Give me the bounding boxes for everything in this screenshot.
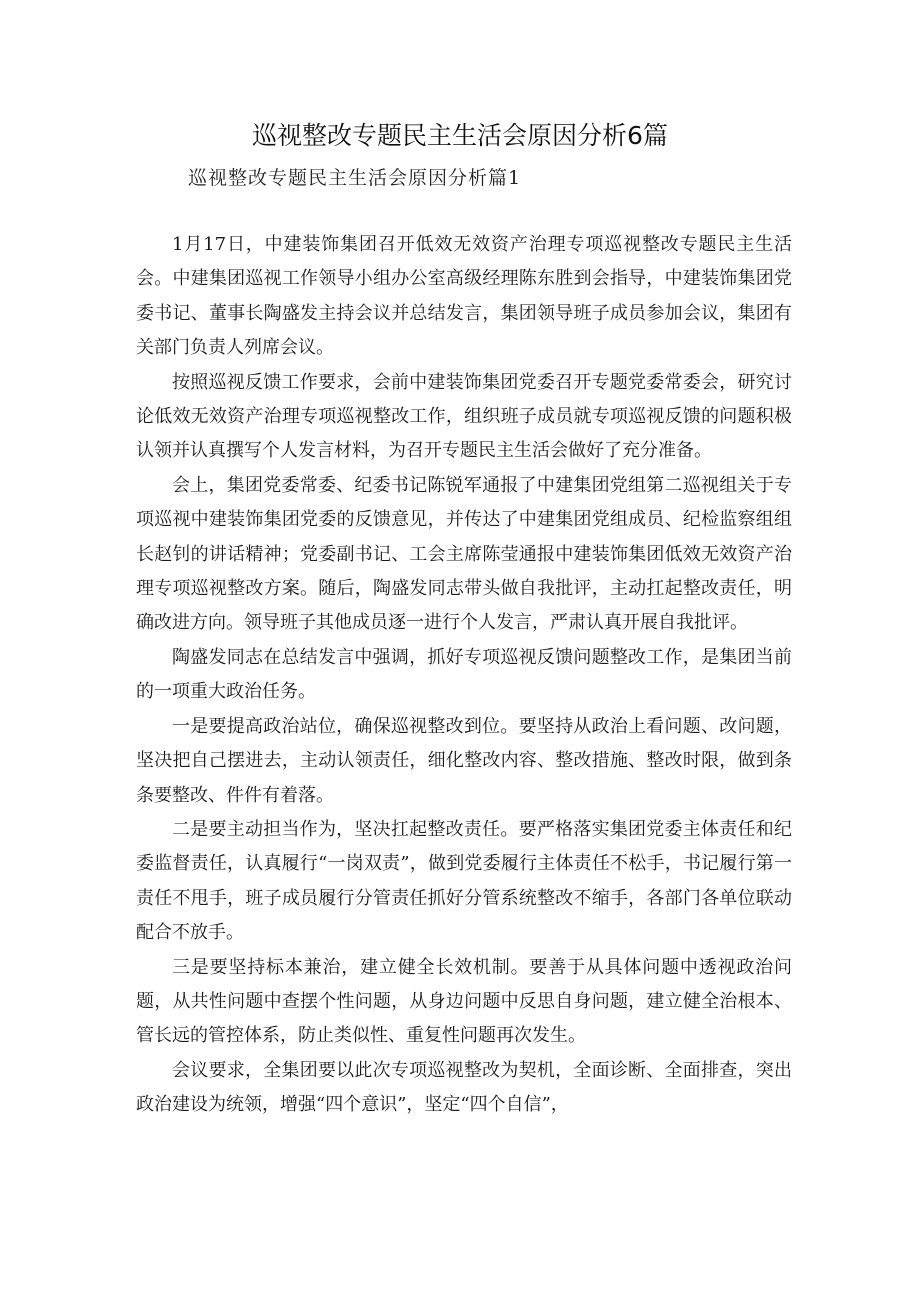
paragraph-6: 二是要主动担当作为，坚决扛起整改责任。要严格落实集团党委主体责任和纪委监督责任，认真履行“一岗双责”，做到党委履行主体责任不松手，书记履行第一责任不甩手，班子成员履行分管责任抓好分管系统整改不缩手，各部门各单位联动配合不放手。 <box>136 818 792 944</box>
paragraph-3: 会上，集团党委常委、纪委书记陈锐军通报了中建集团党组第二巡视组关于专项巡视中建装饰集团党委的反馈意见，并传达了中建集团党组成员、纪检监察组组长赵钊的讲话精神；党委副书记、工会主席陈莹通报中建装饰集团低效无效资产治理专项巡视整改方案。随后，陶盛发同志带头做自我批评，主动扛起整改责任，明确改进方向。领导班子其他成员逐一进行个人发言，严肃认真开展自我批评。 <box>136 474 792 634</box>
document-subtitle: 巡视整改专题民主生活会原因分析篇1 <box>188 167 522 189</box>
paragraph-5: 一是要提高政治站位，确保巡视整改到位。要坚持从政治上看问题、改问题，坚决把自己摆进去，主动认领责任，细化整改内容、整改措施、整改时限，做到条条要整改、件件有着落。 <box>136 715 792 806</box>
paragraph-7: 三是要坚持标本兼治，建立健全长效机制。要善于从具体问题中透视政治问题，从共性问题中查摆个性问题，从身边问题中反思自身问题，建立健全治根本、管长远的管控体系，防止类似性、重复性问题再次发生。 <box>136 956 792 1047</box>
document-title: 巡视整改专题民主生活会原因分析6篇 <box>252 121 668 150</box>
paragraph-1: 1月17日，中建装饰集团召开低效无效资产治理专项巡视整改专题民主生活会。中建集团巡视工作领导小组办公室高级经理陈东胜到会指导，中建装饰集团党委书记、董事长陶盛发主持会议并总结发言，集团领导班子成员参加会议，集团有关部门负责人列席会议。 <box>136 234 792 359</box>
document-body <box>136 228 792 1123</box>
paragraph-8: 会议要求，全集团要以此次专项巡视整改为契机，全面诊断、全面排查，突出政治建设为统领，增强“四个意识”，坚定“四个自信”， <box>136 1059 792 1116</box>
paragraph-2: 按照巡视反馈工作要求，会前中建装饰集团党委召开专题党委常委会，研究讨论低效无效资产治理专项巡视整改工作，组织班子成员就专项巡视反馈的问题积极认领并认真撰写个人发言材料，为召开专题民主生活会做好了充分准备。 <box>136 371 792 462</box>
paragraph-4: 陶盛发同志在总结发言中强调，抓好专项巡视反馈问题整改工作，是集团当前的一项重大政治任务。 <box>136 646 792 703</box>
